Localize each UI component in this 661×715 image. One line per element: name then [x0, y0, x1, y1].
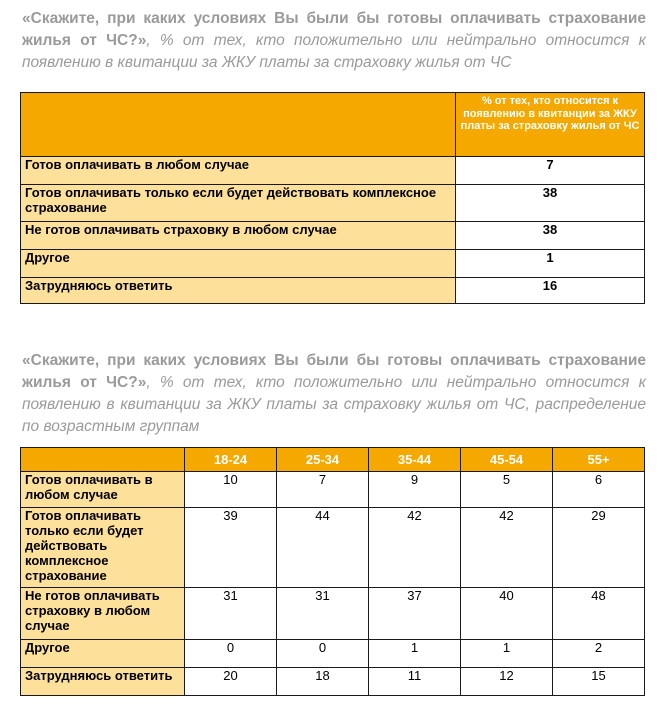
- cell-value: 12: [461, 668, 553, 696]
- cell-value: 31: [185, 588, 277, 640]
- table-row: [21, 668, 645, 696]
- question-2-bold: «Скажите, при каких условиях Вы были бы готовы оплачивать страхование жилья от ЧС?»: [22, 352, 646, 391]
- row-value: 7: [456, 157, 645, 185]
- table-row: [21, 250, 645, 278]
- table-row: [21, 588, 645, 640]
- question-2-rest: , % от тех, кто положительно или нейтрально относится к появлению в квитанции за ЖКУ платы за страховку жилья от ЧС, распределение по возрастным группам: [22, 374, 646, 435]
- row-label: Готов оплачивать в любом случае: [21, 157, 456, 185]
- table-row: [21, 157, 645, 185]
- cell-value: 37: [369, 588, 461, 640]
- age-col-45-54: 45-54: [461, 448, 553, 472]
- table-row: [21, 222, 645, 250]
- cell-value: 29: [553, 508, 645, 588]
- row-label: Не готов оплачивать страховку в любом случае: [21, 222, 456, 250]
- table-row: [21, 508, 645, 588]
- row-value: 16: [456, 278, 645, 304]
- cell-value: 44: [277, 508, 369, 588]
- row-label: Готов оплачивать в любом случае: [21, 472, 185, 508]
- cell-value: 48: [553, 588, 645, 640]
- question-1-rest: , % от тех, кто положительно или нейтрально относится к появлению в квитанции за ЖКУ платы за страховку жилья от ЧС: [22, 32, 646, 71]
- cell-value: 9: [369, 472, 461, 508]
- cell-value: 15: [553, 668, 645, 696]
- row-label: Другое: [21, 640, 185, 668]
- table-row: [21, 472, 645, 508]
- row-label: Другое: [21, 250, 456, 278]
- question-1: [22, 8, 646, 74]
- cell-value: 1: [461, 640, 553, 668]
- row-label: Затрудняюсь ответить: [21, 668, 185, 696]
- table-overall-header-empty: [21, 93, 456, 157]
- age-col-18-24: 18-24: [185, 448, 277, 472]
- table-row: [21, 278, 645, 304]
- cell-value: 5: [461, 472, 553, 508]
- cell-value: 7: [277, 472, 369, 508]
- cell-value: 18: [277, 668, 369, 696]
- row-label: Готов оплачивать только если будет действовать комплексное страхование: [21, 508, 185, 588]
- row-value: 38: [456, 185, 645, 222]
- cell-value: 1: [369, 640, 461, 668]
- age-col-35-44: 35-44: [369, 448, 461, 472]
- cell-value: 39: [185, 508, 277, 588]
- row-value: 38: [456, 222, 645, 250]
- cell-value: 0: [185, 640, 277, 668]
- cell-value: 20: [185, 668, 277, 696]
- table-row: [21, 640, 645, 668]
- cell-value: 0: [277, 640, 369, 668]
- table-row: [21, 185, 645, 222]
- cell-value: 10: [185, 472, 277, 508]
- row-value: 1: [456, 250, 645, 278]
- cell-value: 42: [369, 508, 461, 588]
- cell-value: 42: [461, 508, 553, 588]
- cell-value: 40: [461, 588, 553, 640]
- question-2: [22, 350, 646, 438]
- cell-value: 31: [277, 588, 369, 640]
- row-label: Затрудняюсь ответить: [21, 278, 456, 304]
- question-1-bold: «Скажите, при каких условиях Вы были бы готовы оплачивать страхование жилья от ЧС?»: [22, 10, 646, 49]
- cell-value: 2: [553, 640, 645, 668]
- row-label: Готов оплачивать только если будет действовать комплексное страхование: [21, 185, 456, 222]
- table-overall-header: % от тех, кто относится к появлению в квитанции за ЖКУ платы за страховку жилья от ЧС: [456, 93, 645, 157]
- age-header-empty: [21, 448, 185, 472]
- cell-value: 6: [553, 472, 645, 508]
- age-col-25-34: 25-34: [277, 448, 369, 472]
- table-by-age: [20, 447, 645, 696]
- age-col-55-plus: 55+: [553, 448, 645, 472]
- row-label: Не готов оплачивать страховку в любом случае: [21, 588, 185, 640]
- table-overall: [20, 92, 645, 304]
- cell-value: 11: [369, 668, 461, 696]
